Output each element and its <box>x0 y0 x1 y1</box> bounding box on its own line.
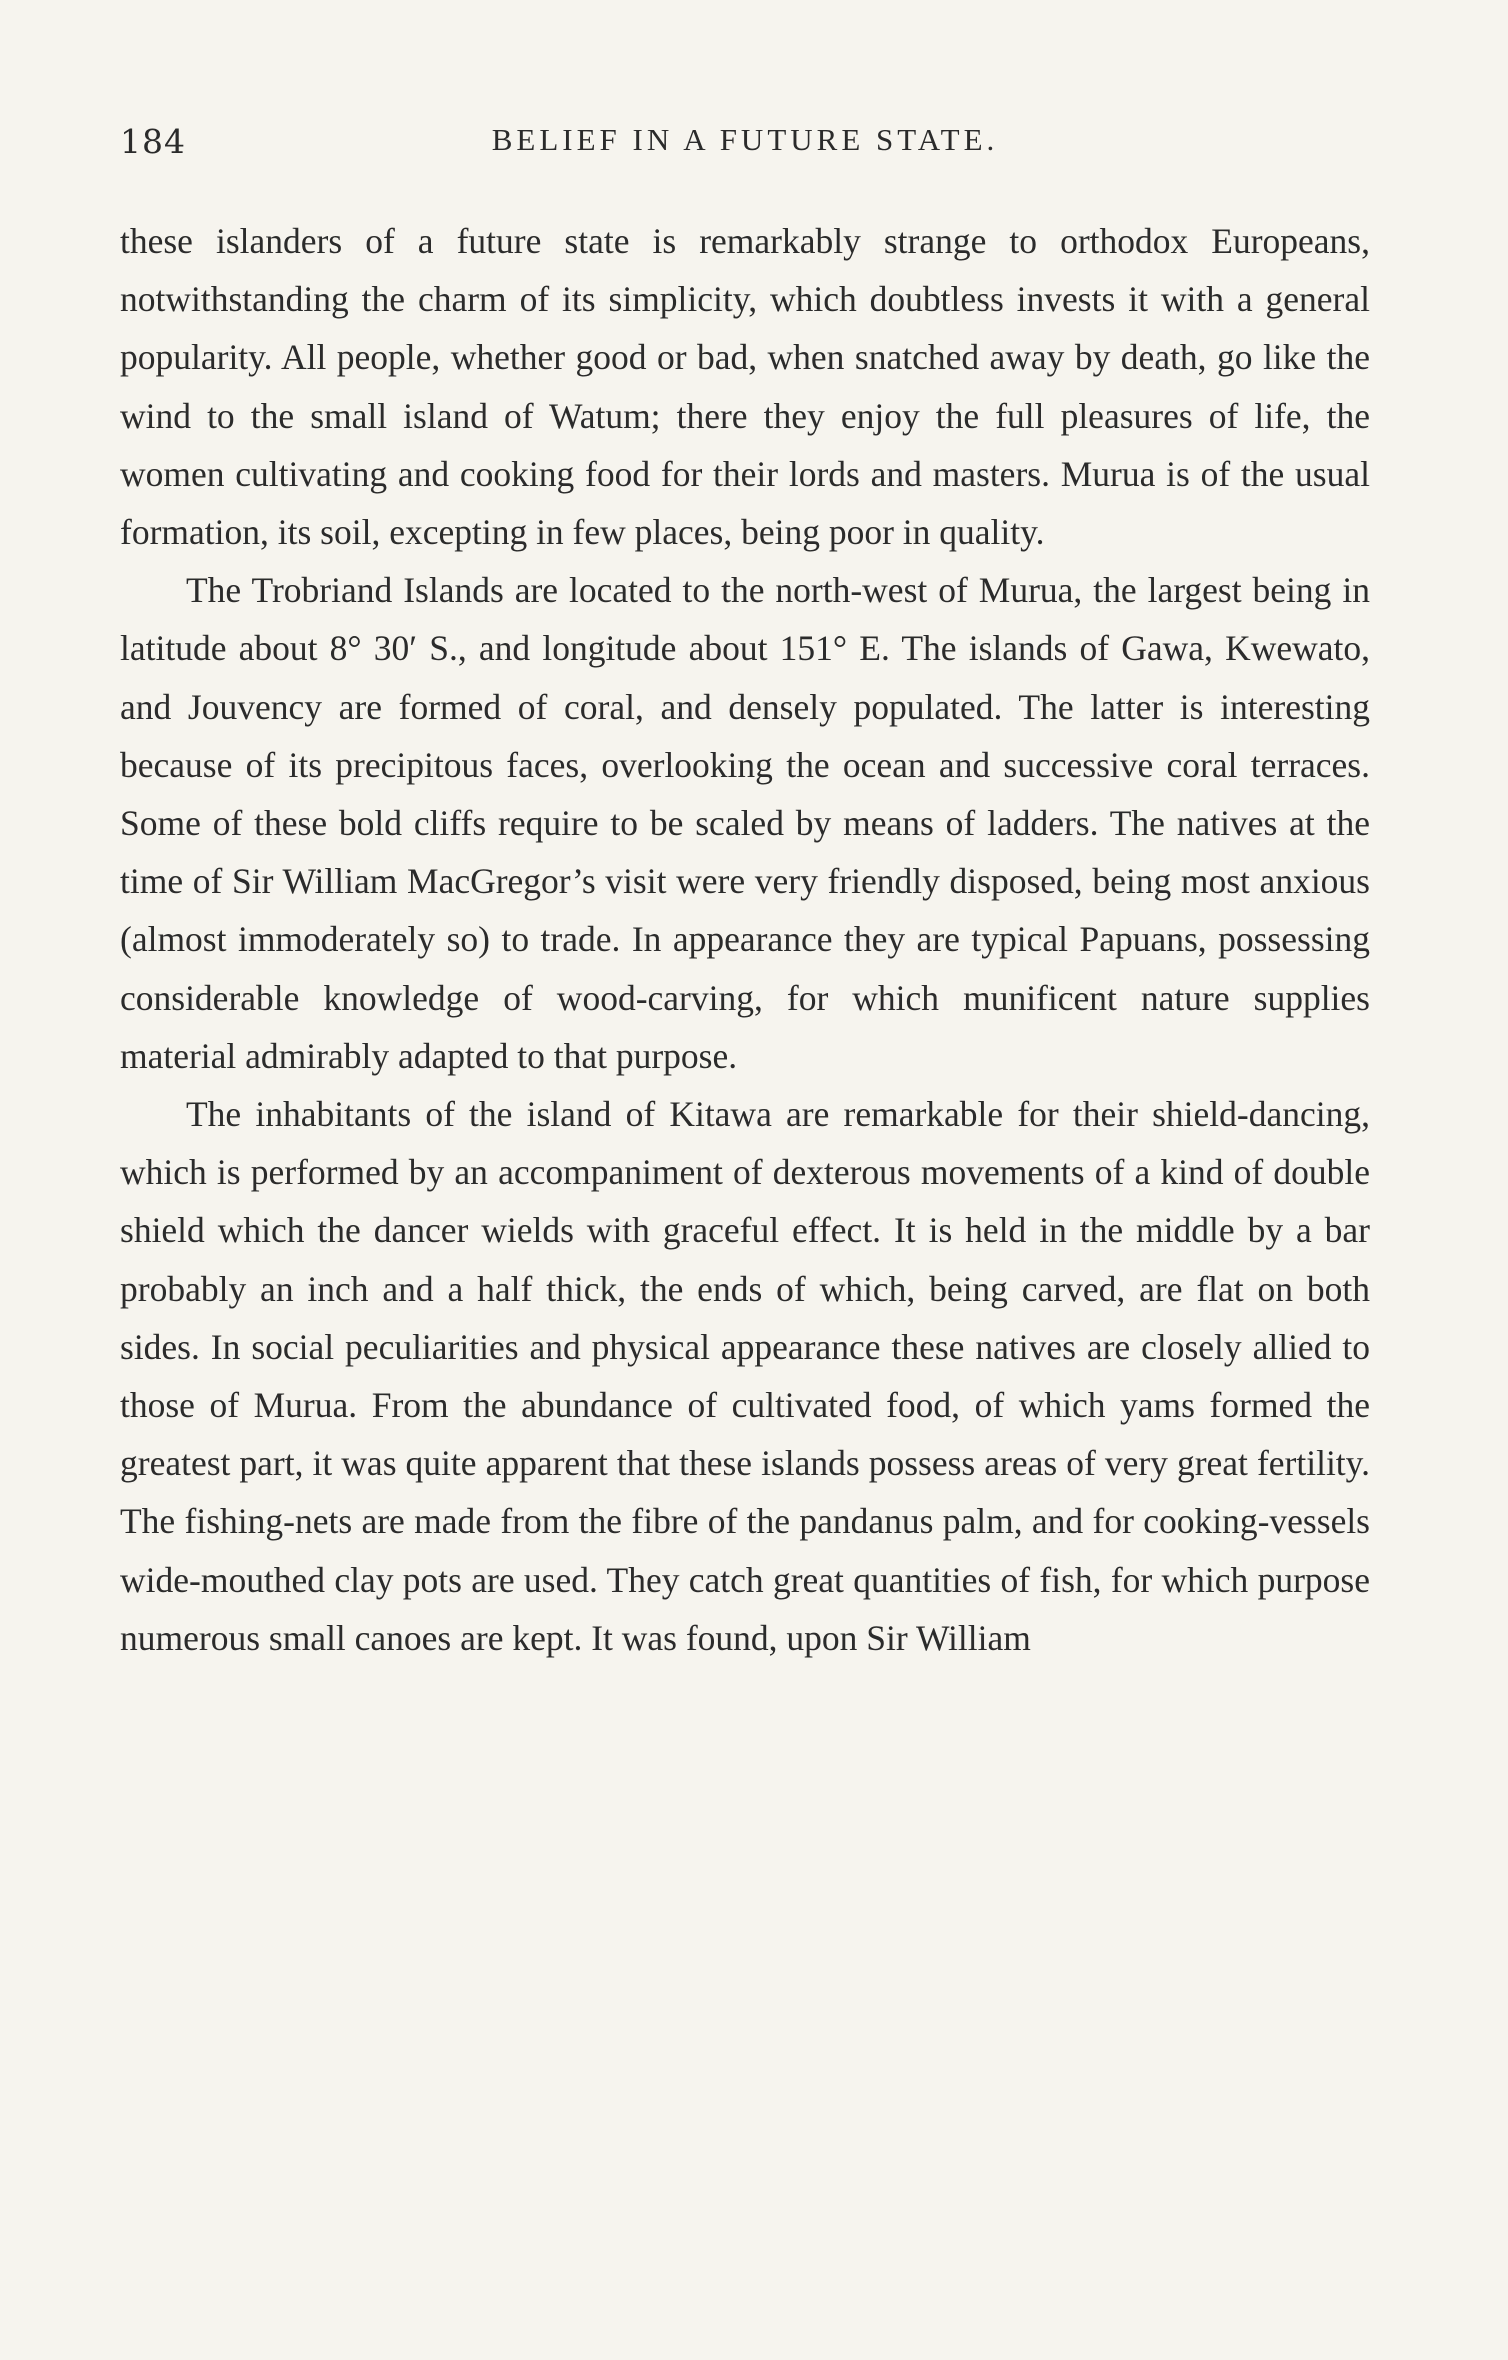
body-text <box>120 212 1370 1667</box>
paragraph-continued: these islanders of a future state is remarkably strange to orthodox Europeans, notwithstanding the charm of its simplicity, which doubtless invests it with a general popularity. All people, whether good or bad, when snatched away by death, go like the wind to the small island of Watum; there they enjoy the full pleasures of life, the women cultivating and cooking food for their lords and masters. Murua is of the usual formation, its soil, excepting in few places, being poor in quality. <box>120 221 1370 553</box>
running-head: BELIEF IN A FUTURE STATE. <box>491 122 999 157</box>
page-header <box>120 122 1370 182</box>
paragraph-trobriand-islands: The Trobriand Islands are located to the north-west of Murua, the largest being in latitude about 8° 30′ S., and longitude about 151° E. The islands of Gawa, Kwewato, and Jouvency are formed of coral, and densely populated. The latter is interesting because of its precipitous faces, overlooking the ocean and successive coral terraces. Some of these bold cliffs require to be scaled by means of ladders. The natives at the time of Sir William MacGregor’s visit were very friendly disposed, being most anxious (almost immoderately so) to trade. In appearance they are typical Papuans, possessing considerable knowledge of wood-carving, for which munificent nature supplies material admirably adapted to that purpose. <box>120 570 1370 1076</box>
page-number: 184 <box>120 122 186 161</box>
paragraph-kitawa: The inhabitants of the island of Kitawa are remarkable for their shield-dancing, which is performed by an accompaniment of dexterous movements of a kind of double shield which the dancer wields with graceful effect. It is held in the middle by a bar probably an inch and a half thick, the ends of which, being carved, are flat on both sides. In social peculiarities and physical appearance these natives are closely allied to those of Murua. From the abundance of cultivated food, of which yams formed the greatest part, it was quite apparent that these islands possess areas of very great fertility. The fishing-nets are made from the fibre of the pandanus palm, and for cooking-vessels wide-mouthed clay pots are used. They catch great quantities of fish, for which purpose numerous small canoes are kept. It was found, upon Sir William <box>120 1094 1370 1658</box>
